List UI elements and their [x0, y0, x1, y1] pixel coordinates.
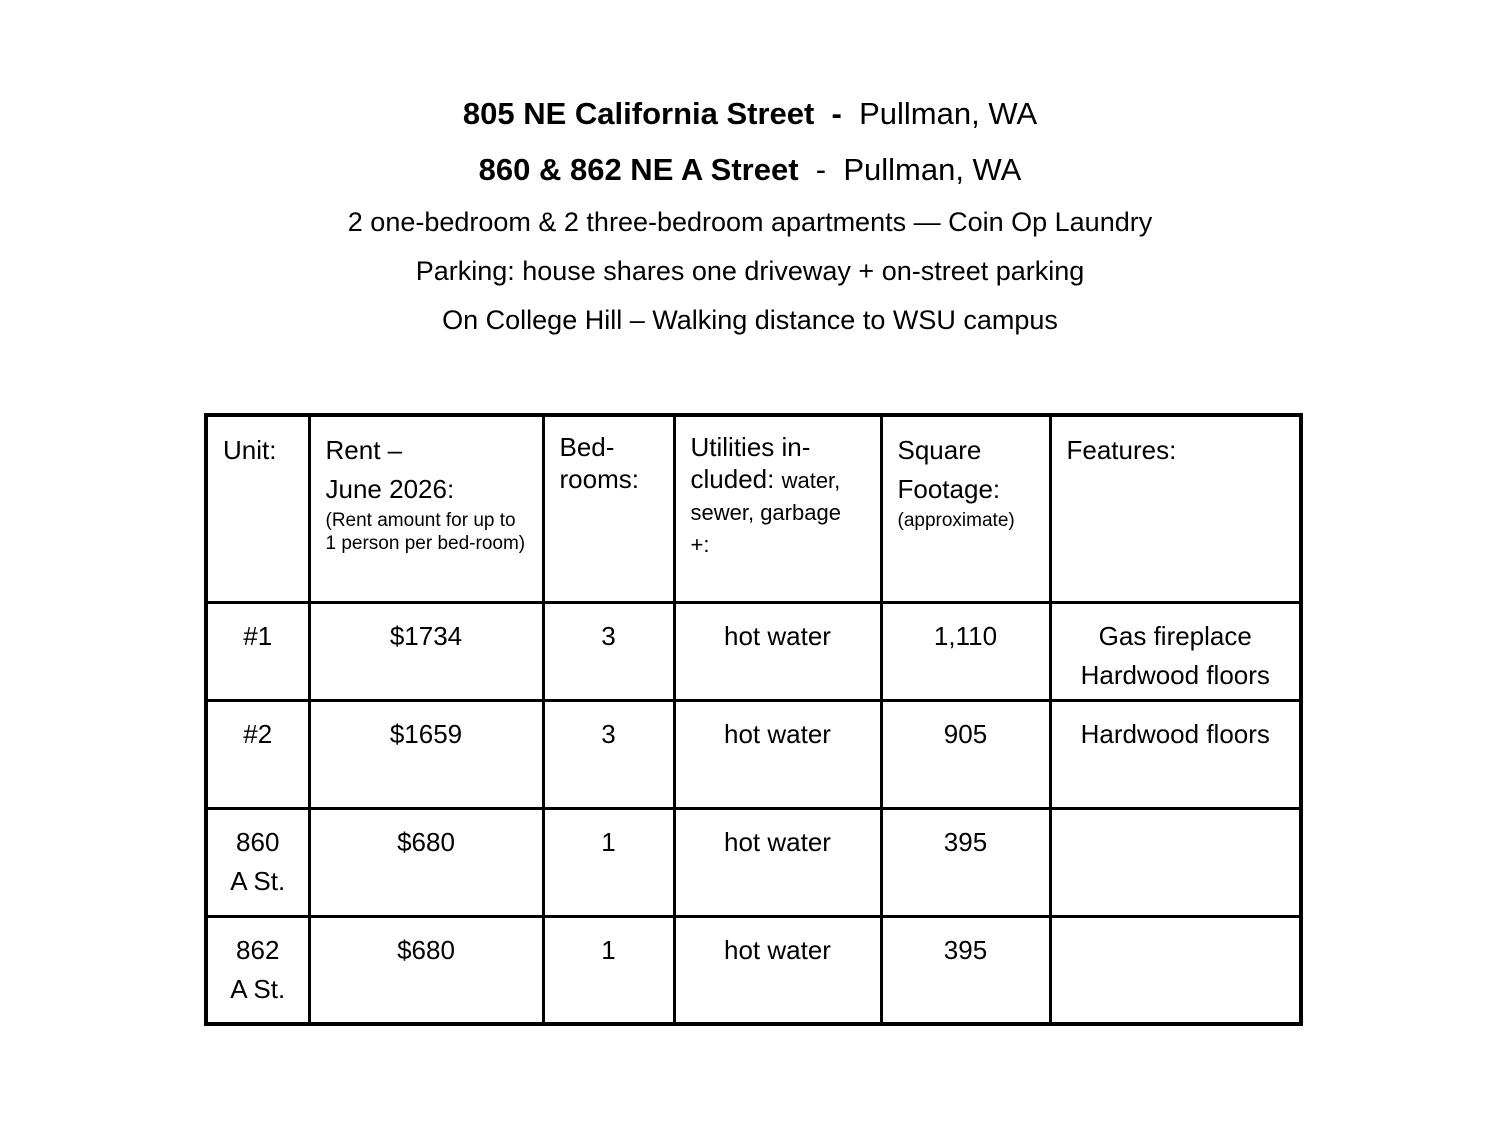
- header-sqft-line1: Square: [897, 435, 982, 465]
- header-bedrooms-line2: rooms:: [559, 464, 639, 494]
- features-cell: [1050, 602, 1301, 700]
- utilities-cell: hot water: [674, 808, 881, 916]
- header-features: [1050, 415, 1301, 602]
- sqft-cell: 1,110: [881, 602, 1050, 700]
- bedrooms-cell: 1: [543, 808, 674, 916]
- table-row: [206, 808, 1301, 916]
- header-rent-line1: Rent –: [325, 435, 403, 465]
- header-bedrooms-line1: Bed-: [559, 432, 615, 462]
- header-unit-label: Unit:: [223, 435, 277, 465]
- address-a-street: 860 & 862 NE A Street: [478, 152, 799, 187]
- header-rent: [309, 415, 543, 602]
- unit-cell: [206, 700, 309, 808]
- header-sqft-note: (approximate): [897, 510, 1015, 531]
- unit-line2: A St.: [230, 865, 286, 896]
- table-row: [206, 916, 1301, 1024]
- address-california-city: Pullman, WA: [841, 96, 1038, 131]
- header-sqft-line2: Footage:: [897, 474, 1001, 504]
- features-cell: [1050, 700, 1301, 808]
- rent-cell: $680: [309, 916, 543, 1024]
- unit-line1: #1: [243, 620, 273, 651]
- address-line-a-street: [0, 152, 1500, 188]
- utilities-cell: hot water: [674, 602, 881, 700]
- table-row: [206, 602, 1301, 700]
- bedrooms-cell: 3: [543, 700, 674, 808]
- unit-line2: A St.: [230, 973, 286, 1004]
- address-a-street-city: - Pullman, WA: [798, 152, 1022, 187]
- utilities-cell: hot water: [674, 700, 881, 808]
- address-california-street: 805 NE California Street -: [462, 96, 842, 131]
- unit-line1: 860: [236, 826, 280, 857]
- sqft-cell: 395: [881, 808, 1050, 916]
- table-header-row: [206, 415, 1301, 602]
- sqft-cell: 395: [881, 916, 1050, 1024]
- rent-cell: $680: [309, 808, 543, 916]
- utilities-cell: hot water: [674, 916, 881, 1024]
- features-cell: [1050, 808, 1301, 916]
- table-row: [206, 700, 1301, 808]
- header-utilities-main: Utilities in-cluded:: [690, 432, 811, 494]
- header-features-label: Features:: [1066, 435, 1177, 465]
- unit-cell: [206, 808, 309, 916]
- features-line2: Hardwood floors: [1080, 659, 1270, 690]
- address-line-california: [0, 96, 1500, 132]
- header-utilities-detail: water, sewer, garbage +:: [690, 468, 841, 557]
- rent-cell: $1659: [309, 700, 543, 808]
- apartment-summary: 2 one-bedroom & 2 three-bedroom apartments — Coin Op Laundry: [347, 207, 1153, 237]
- features-line1: Hardwood floors: [1080, 718, 1270, 749]
- features-line1: Gas fireplace: [1098, 620, 1252, 651]
- unit-line1: 862: [236, 934, 280, 965]
- parking-info: Parking: house shares one driveway + on-street parking: [415, 256, 1085, 286]
- bedrooms-cell: 1: [543, 916, 674, 1024]
- header-bedrooms: [543, 415, 674, 602]
- bedrooms-cell: 3: [543, 602, 674, 700]
- unit-cell: [206, 602, 309, 700]
- header-utilities: [674, 415, 881, 602]
- header-square-footage: [881, 415, 1050, 602]
- unit-cell: [206, 916, 309, 1024]
- header-rent-note: (Rent amount for up to 1 person per bed-room): [325, 510, 526, 554]
- header-unit: [206, 415, 309, 602]
- header-rent-line2: June 2026:: [325, 474, 455, 504]
- header-utilities-text: [691, 431, 866, 559]
- location-info: On College Hill – Walking distance to WSU campus: [442, 305, 1058, 335]
- sqft-cell: 905: [881, 700, 1050, 808]
- unit-line1: #2: [243, 718, 273, 749]
- rent-cell: $1734: [309, 602, 543, 700]
- features-cell: [1050, 916, 1301, 1024]
- rental-units-table: [204, 413, 1303, 1026]
